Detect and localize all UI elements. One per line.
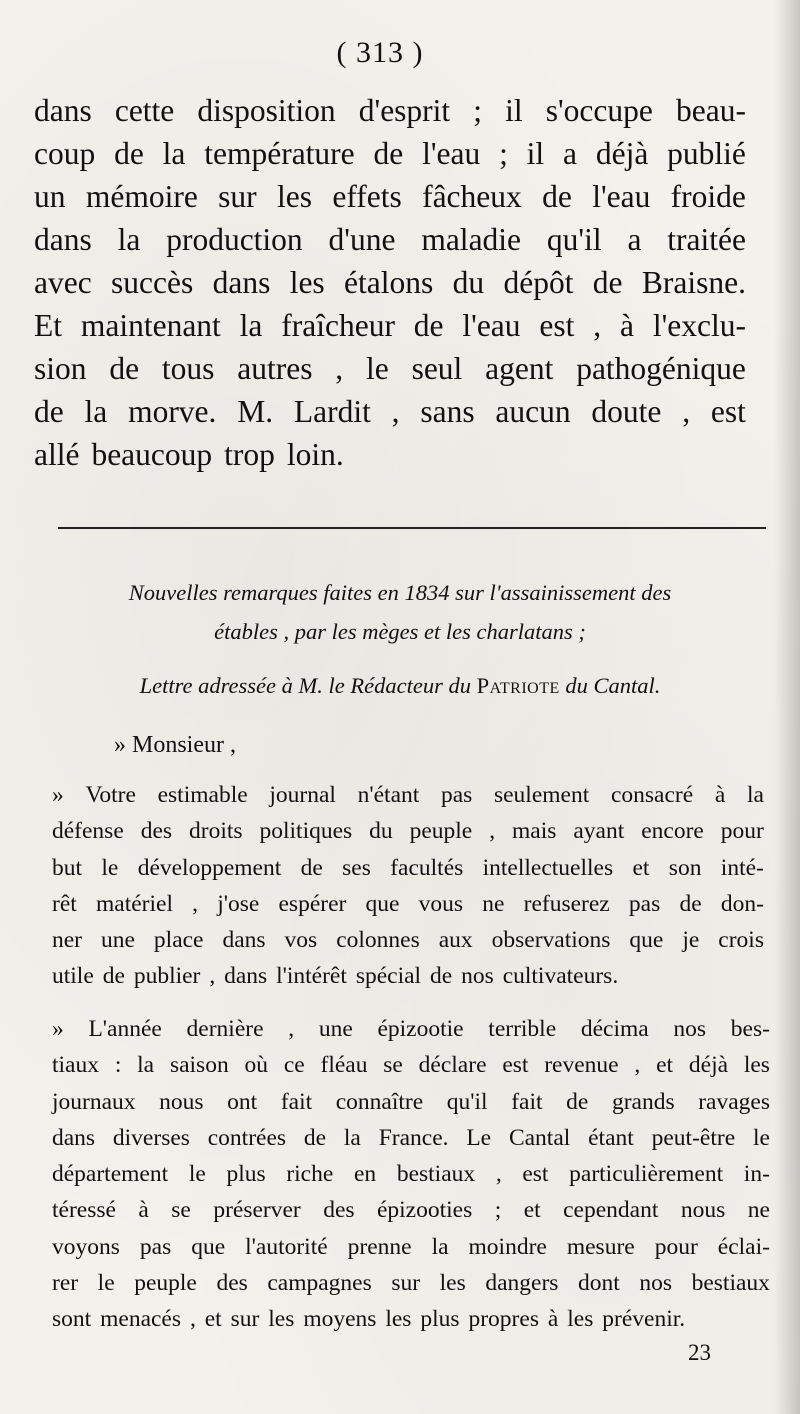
text-line: allé beaucoup trop loin. — [34, 437, 344, 472]
text-line: défense des droits politiques du peuple , mais ayant encore pour — [52, 818, 764, 845]
text-line: dans diverses contrées de la France. Le Cantal étant peut-être le — [52, 1124, 770, 1151]
text-line: un mémoire sur les effets fâcheux de l'eau froide — [34, 179, 746, 214]
article-title-line-1: Nouvelles remarques faites en 1834 sur l'assainissement des — [128, 580, 672, 605]
signature-mark: 23 — [688, 1340, 711, 1365]
letter-paragraph-2 — [52, 1011, 770, 1338]
text-line: sion de tous autres , le seul agent pathogénique — [34, 351, 746, 386]
text-line: rêt matériel , j'ose espérer que vous ne refuserez pas de don- — [52, 890, 764, 917]
article-subtitle — [40, 673, 760, 699]
text-line: Et maintenant la fraîcheur de l'eau est , à l'exclu- — [34, 308, 746, 343]
text-line: dans la production d'une maladie qu'il a traitée — [34, 222, 746, 257]
salutation: » Monsieur , — [114, 732, 236, 758]
text-line: téressé à se préserver des épizooties ; et cependant nous ne — [52, 1197, 770, 1224]
text-line: tiaux : la saison où ce fléau se déclare est revenue , et déjà les — [52, 1052, 770, 1079]
text-line: ner une place dans vos colonnes aux observations que je crois — [52, 927, 764, 954]
text-line: rer le peuple des campagnes sur les dangers dont nos bestiaux — [52, 1270, 770, 1297]
text-line: utile de publier , dans l'intérêt spécial de nos cultivateurs. — [52, 963, 619, 990]
text-line: sont menacés , et sur les moyens les plus propres à les prévenir. — [52, 1306, 686, 1333]
text-line: dans cette disposition d'esprit ; il s'occupe beau- — [34, 93, 746, 128]
journal-name: Patriote — [476, 673, 560, 698]
text-line: » Votre estimable journal n'étant pas seulement consacré à la — [52, 782, 764, 808]
text-line: voyons pas que l'autorité prenne la moindre mesure pour éclai- — [52, 1233, 770, 1260]
subtitle-text: Lettre adressée à M. le Rédacteur du — [139, 673, 477, 698]
text-line: coup de la température de l'eau ; il a déjà publié — [34, 136, 746, 171]
article-title-line-2: étables , par les mèges et les charlatans ; — [214, 619, 586, 644]
letter-paragraph-1 — [52, 777, 764, 995]
text-line: but le développement de ses facultés intellectuelles et son inté- — [52, 854, 764, 881]
page-edge-shadow — [774, 0, 800, 1414]
text-line: de la morve. M. Lardit , sans aucun doute , est — [34, 394, 746, 429]
section-divider — [58, 527, 766, 529]
text-line: journaux nous ont fait connaître qu'il fait de grands ravages — [52, 1088, 770, 1115]
text-line: département le plus riche en bestiaux , est particulièrement in- — [52, 1161, 770, 1188]
text-line: » L'année dernière , une épizootie terrible décima nos bes- — [52, 1016, 770, 1042]
subtitle-text-end: du Cantal. — [559, 673, 661, 698]
page-number: ( 313 ) — [336, 36, 424, 69]
top-paragraph — [34, 89, 746, 476]
text-line: avec succès dans les étalons du dépôt de Braisne. — [34, 265, 746, 300]
